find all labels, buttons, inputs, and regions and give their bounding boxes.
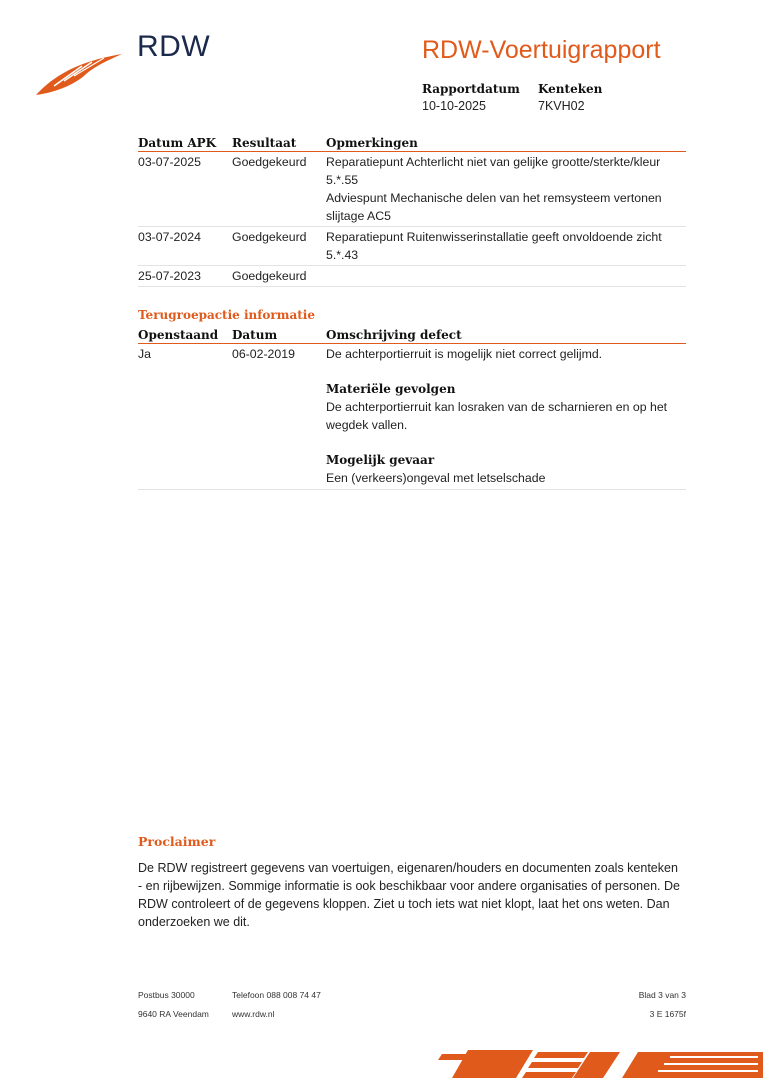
apk-row bbox=[138, 152, 686, 227]
apk-row bbox=[138, 266, 686, 287]
plate-value: 7KVH02 bbox=[538, 99, 585, 113]
report-date-value: 10-10-2025 bbox=[422, 99, 486, 113]
apk-notes bbox=[326, 267, 686, 285]
footer-phone: Telefoon 088 008 74 47 bbox=[232, 990, 321, 1000]
recall-col-defect: Omschrijving defect bbox=[326, 328, 462, 342]
recall-open: Ja bbox=[138, 347, 151, 361]
apk-col-date: Datum APK bbox=[138, 136, 217, 150]
report-title: RDW-Voertuigrapport bbox=[422, 36, 661, 64]
recall-date: 06-02-2019 bbox=[232, 347, 295, 361]
apk-table bbox=[138, 134, 686, 287]
footer-postbus: Postbus 30000 bbox=[138, 990, 195, 1000]
recall-table bbox=[138, 326, 686, 490]
apk-note: Reparatiepunt Achterlicht niet van gelijke grootte/sterkte/kleur 5.*.55 bbox=[326, 155, 661, 187]
footer-city: 9640 RA Veendam bbox=[138, 1009, 209, 1019]
recall-consequences: De achterportierruit kan losraken van de scharnieren en op het wegdek vallen. bbox=[326, 400, 668, 432]
proclaimer-text: De RDW registreert gegevens van voertuigen, eigenaren/houders en documenten zoals kenteken - en rijbewijzen. Sommige informatie is ook beschikbaar voor andere organisaties of personen. De RDW controleert of de gegevens kloppen. Ziet u toch iets wat niet klopt, laat het ons weten. Dan onderzoeken we dit. bbox=[138, 861, 680, 929]
brand-name: RDW bbox=[137, 30, 211, 63]
recall-consequences-label: Materiële gevolgen bbox=[326, 382, 456, 396]
apk-result: Goedgekeurd bbox=[232, 230, 307, 244]
recall-col-open: Openstaand bbox=[138, 328, 219, 342]
rdw-stripes-icon bbox=[438, 1048, 763, 1080]
apk-note: Adviespunt Mechanische delen van het remsysteem vertonen slijtage AC5 bbox=[326, 191, 662, 223]
apk-col-result: Resultaat bbox=[232, 136, 297, 150]
apk-notes bbox=[326, 153, 686, 225]
rdw-logo-icon bbox=[34, 48, 126, 98]
apk-row bbox=[138, 227, 686, 266]
apk-notes bbox=[326, 228, 686, 264]
apk-result: Goedgekeurd bbox=[232, 269, 307, 283]
apk-date: 03-07-2024 bbox=[138, 230, 201, 244]
footer-web[interactable]: www.rdw.nl bbox=[232, 1009, 275, 1019]
report-date-label: Rapportdatum bbox=[422, 82, 520, 96]
plate-label: Kenteken bbox=[538, 82, 603, 96]
apk-date: 25-07-2023 bbox=[138, 269, 201, 283]
recall-row bbox=[138, 344, 686, 490]
apk-date: 03-07-2025 bbox=[138, 155, 201, 169]
recall-defect: De achterportierruit is mogelijk niet correct gelijmd. bbox=[326, 347, 603, 361]
recall-danger: Een (verkeers)ongeval met letselschade bbox=[326, 471, 546, 485]
recall-col-date: Datum bbox=[232, 328, 278, 342]
recall-section-title: Terugroepactie informatie bbox=[138, 308, 315, 322]
apk-col-notes: Opmerkingen bbox=[326, 136, 418, 150]
proclaimer-title: Proclaimer bbox=[138, 834, 216, 849]
apk-result: Goedgekeurd bbox=[232, 155, 307, 169]
recall-danger-label: Mogelijk gevaar bbox=[326, 453, 435, 467]
recall-table-header bbox=[138, 326, 686, 344]
footer-page: Blad 3 van 3 bbox=[638, 990, 686, 1000]
apk-note: Reparatiepunt Ruitenwisserinstallatie geeft onvoldoende zicht 5.*.43 bbox=[326, 230, 662, 262]
recall-details bbox=[326, 345, 686, 487]
footer-code: 3 E 1675f bbox=[649, 1009, 686, 1019]
apk-table-header bbox=[138, 134, 686, 152]
